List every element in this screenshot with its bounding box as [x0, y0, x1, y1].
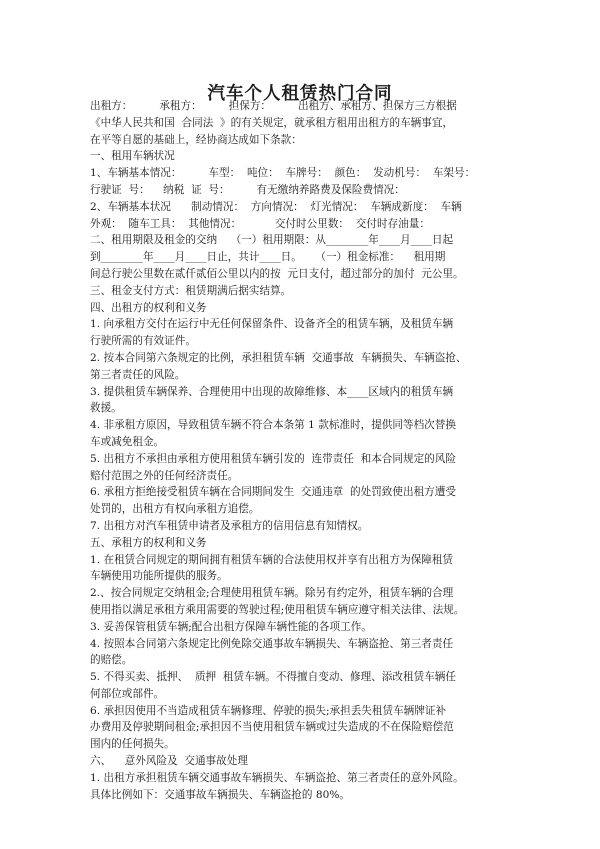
contract-text-line: 2.、按合同规定交纳租金;合理使用租赁车辆。除另有约定外，租赁车辆的合理 — [90, 587, 454, 600]
contract-text-line: 何部位或部件。 — [90, 687, 165, 700]
contract-text-line: 三、租金支付方式：租赁期满后据实结算。 — [90, 284, 292, 297]
contract-text-line: 2、车辆基本状况 制动情况： 方向情况： 灯光情况： 车辆成新度： 车辆 — [90, 200, 462, 213]
contract-text-line: 围内的任何损失。 — [90, 738, 175, 751]
contract-text-line: 出租方： 承租方： 担保方： 出租方、承租方、担保方三方根据 — [90, 100, 457, 112]
contract-text-line: 一、租用车辆状况 — [90, 150, 175, 163]
contract-text-line: 1. 向承租方交付在运行中无任何保留条件、设备齐全的租赁车辆，及租赁车辆 — [90, 318, 454, 331]
contract-text-line: 间总行驶公里数在贰仟贰佰公里以内的按 元日支付，超过部分的加付 元公里。 — [90, 267, 464, 280]
contract-text-line: 五、承租方的权利和义务 — [90, 536, 207, 549]
contract-text-line: 救援。 — [90, 402, 122, 415]
contract-text-line: 二、租用期限及租金的交纳 （一）租用期限：从________年____月____日起 — [90, 234, 454, 247]
document-title: 汽车个人租赁热门合同 — [207, 84, 393, 104]
contract-text-line: 7. 出租方对汽车租赁申请者及承租方的信用信息有知情权。 — [90, 519, 369, 532]
contract-text-line: 六、 意外风险及 交通事故处理 — [90, 755, 248, 768]
contract-text-line: 4. 非承租方原因，导致租赁车辆不符合本条第 1 款标准时，提供同等档次替换 — [90, 419, 456, 432]
contract-text-line: 车辆使用功能所提供的服务。 — [90, 570, 228, 583]
contract-text-line: 外观： 随车工具： 其他情况： 交付时公里数： 交付时存油量： — [90, 217, 430, 230]
contract-text-line: 6. 承担因使用不当造成租赁车辆修理、停驶的损失;承担丢失租赁车辆牌证补 — [90, 704, 447, 717]
contract-text-line: 四、出租方的权利和义务 — [90, 301, 207, 314]
contract-text-line: 《中华人民共和国 合同法 》的有关规定，就承租方租用出租方的车辆事宜， — [90, 116, 454, 129]
contract-text-line: 具体比例如下：交通事故车辆损失、车辆盗抢的 80%。 — [90, 788, 350, 801]
contract-text-line: 3. 妥善保管租赁车辆;配合出租方保障车辆性能的各项工作。 — [90, 620, 372, 633]
contract-text-line: 3. 提供租赁车辆保养、合理使用中出现的故障维修、本____区域内的租赁车辆 — [90, 385, 454, 398]
contract-text-line: 1、车辆基本情况： 车型： 吨位： 车牌号： 颜色： 发动机号： 车架号： — [90, 167, 476, 180]
contract-text-line: 车或减免租金。 — [90, 435, 165, 448]
contract-text-line: 在平等自愿的基础上，经协商达成如下条款： — [90, 133, 302, 146]
contract-text-line: 5. 不得买卖、抵押、 质押 租赁车辆。不得擅自变动、修理、添改租赁车辆任 — [90, 671, 456, 684]
contract-text-line: 到________年____月____日止，共计____日。 （一）租金标准： 租用期 — [90, 251, 446, 264]
contract-text-line: 6. 承租方拒绝接受租赁车辆在合同期间发生 交通违章 的处罚致使出租方遭受 — [90, 486, 456, 499]
contract-text-line: 1. 在租赁合同规定的期间拥有租赁车辆的合法使用权并享有出租方为保障租赁 — [90, 553, 454, 566]
contract-text-line: 使用指以满足承租方乘用需要的驾驶过程;使用租赁车辆应遵守相关法律、法规。 — [90, 603, 465, 616]
contract-body — [90, 98, 522, 803]
contract-text-line: 第三者责任的风险。 — [90, 368, 186, 381]
contract-text-line: 4. 按照本合同第六条规定比例免除交通事故车辆损失、车辆盗抢、第三者责任 — [90, 637, 454, 650]
contract-text-line: 的赔偿。 — [90, 654, 133, 667]
contract-text-line: 行驶证 号： 纳税 证 号： 有无缴纳养路费及保险费情况： — [90, 183, 405, 196]
contract-text-line: 行驶所需的有效证件。 — [90, 335, 196, 348]
contract-text-line: 处罚的，出租方有权向承租方追偿。 — [90, 503, 260, 516]
contract-text-line: 1. 出租方承担租赁车辆交通事故车辆损失、车辆盗抢、第三者责任的意外风险。 — [90, 771, 464, 784]
contract-text-line: 2. 按本合同第六条规定的比例，承担租赁车辆 交通事故 车辆损失、车辆盗抢、 — [90, 351, 467, 364]
contract-text-line: 赔付范围之外的任何经济责任。 — [90, 469, 239, 482]
contract-text-line: 办费用及停驶期间租金;承担因不当使用租赁车辆或过失造成的不在保险赔偿范 — [90, 721, 454, 734]
contract-text-line: 5. 出租方不承担由承租方使用租赁车辆引发的 连带责任 和本合同规定的风险 — [90, 452, 456, 465]
